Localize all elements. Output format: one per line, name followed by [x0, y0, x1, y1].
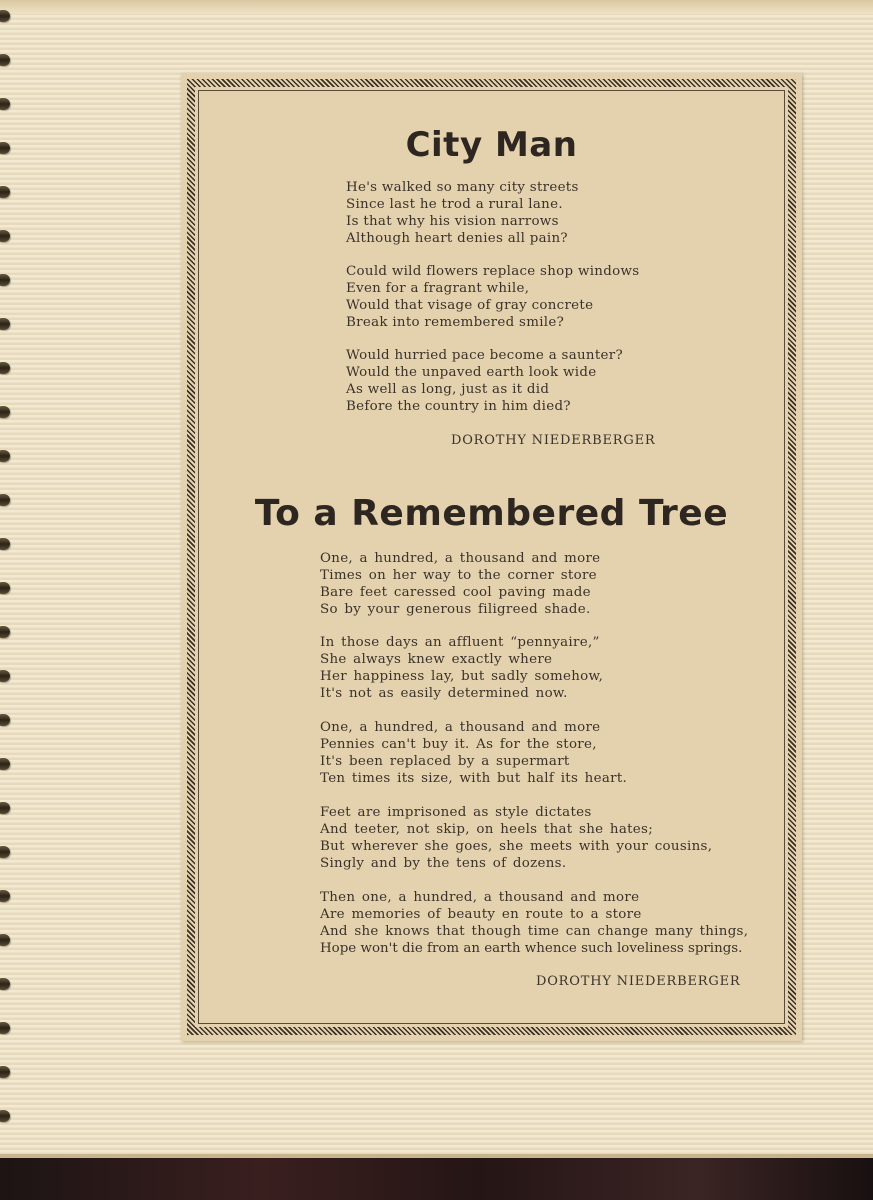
- tree-author: DOROTHY NIEDERBERGER: [536, 974, 741, 989]
- spiral-ring: [0, 318, 10, 330]
- tree-stanza-3: [320, 719, 627, 787]
- poem-line: Although heart denies all pain?: [346, 231, 568, 246]
- poem-line: Singly and by the tens of dozens.: [320, 856, 567, 871]
- poem-line: One, a hundred, a thousand and more: [320, 551, 601, 566]
- poem-title-remembered-tree: To a Remembered Tree: [254, 493, 729, 534]
- poem-line: As well as long, just as it did: [346, 382, 550, 397]
- album-cover-bottom: [0, 1158, 873, 1200]
- tree-stanza-2: [320, 634, 603, 702]
- poem-line: Then one, a hundred, a thousand and more: [320, 890, 640, 905]
- poem-line: And she knows that though time can change many things,: [320, 924, 749, 939]
- newspaper-clipping: [181, 73, 802, 1041]
- spiral-ring: [0, 846, 10, 858]
- poem-line: Is that why his vision narrows: [346, 214, 559, 229]
- poem-line: Feet are imprisoned as style dictates: [320, 805, 592, 820]
- spiral-ring: [0, 98, 10, 110]
- city-man-stanza-1: [346, 179, 579, 247]
- poem-title-city-man: City Man: [405, 125, 578, 165]
- poem-line: Would hurried pace become a saunter?: [346, 348, 623, 363]
- spiral-ring: [0, 758, 10, 770]
- spiral-ring: [0, 450, 10, 462]
- spiral-ring: [0, 362, 10, 374]
- poem-line: Before the country in him died?: [346, 399, 571, 414]
- spiral-ring: [0, 934, 10, 946]
- poem-line: It's not as easily determined now.: [320, 686, 568, 701]
- poem-line: Would that visage of gray concrete: [346, 298, 594, 313]
- poem-line: In those days an affluent “pennyaire,”: [320, 635, 600, 650]
- city-man-stanza-3: [346, 347, 623, 415]
- spiral-ring: [0, 714, 10, 726]
- poem-line: Pennies can't buy it. As for the store,: [320, 737, 597, 752]
- poem-line: He's walked so many city streets: [346, 180, 579, 195]
- city-man-stanza-2: [346, 263, 639, 331]
- spiral-ring: [0, 230, 10, 242]
- poem-line: And teeter, not skip, on heels that she hates;: [320, 822, 654, 837]
- poem-line: So by your generous filigreed shade.: [320, 602, 591, 617]
- spiral-ring: [0, 10, 10, 22]
- spiral-ring: [0, 142, 10, 154]
- spiral-ring: [0, 626, 10, 638]
- poem-line: One, a hundred, a thousand and more: [320, 720, 601, 735]
- spiral-ring: [0, 1066, 10, 1078]
- poem-line: Are memories of beauty en route to a store: [320, 907, 642, 922]
- poem-line: Since last he trod a rural lane.: [346, 197, 563, 212]
- spiral-ring: [0, 582, 10, 594]
- poem-line: Hope won't die from an earth whence such loveliness springs.: [320, 941, 743, 956]
- spiral-ring: [0, 406, 10, 418]
- city-man-author: DOROTHY NIEDERBERGER: [451, 433, 656, 448]
- spiral-binding: [0, 0, 18, 1160]
- tree-stanza-1: [320, 550, 600, 618]
- spiral-ring: [0, 1022, 10, 1034]
- page-top-edge: [0, 0, 873, 14]
- poem-line: Even for a fragrant while,: [346, 281, 530, 296]
- poem-line: Would the unpaved earth look wide: [346, 365, 597, 380]
- poem-line: She always knew exactly where: [320, 652, 553, 667]
- poem-line: Break into remembered smile?: [346, 315, 565, 330]
- poem-line: Her happiness lay, but sadly somehow,: [320, 669, 604, 684]
- spiral-ring: [0, 54, 10, 66]
- spiral-ring: [0, 670, 10, 682]
- tree-stanza-4: [320, 804, 712, 872]
- poem-line: But wherever she goes, she meets with your cousins,: [320, 839, 713, 854]
- spiral-ring: [0, 978, 10, 990]
- poem-line: Bare feet caressed cool paving made: [320, 585, 591, 600]
- spiral-ring: [0, 538, 10, 550]
- spiral-ring: [0, 274, 10, 286]
- poem-line: It's been replaced by a supermart: [320, 754, 570, 769]
- poem-line: Ten times its size, with but half its heart.: [320, 771, 628, 786]
- spiral-ring: [0, 802, 10, 814]
- spiral-ring: [0, 1110, 10, 1122]
- tree-stanza-5: [320, 889, 748, 957]
- spiral-ring: [0, 890, 10, 902]
- spiral-ring: [0, 186, 10, 198]
- poem-line: Times on her way to the corner store: [320, 568, 597, 583]
- spiral-ring: [0, 494, 10, 506]
- poem-line: Could wild flowers replace shop windows: [346, 264, 640, 279]
